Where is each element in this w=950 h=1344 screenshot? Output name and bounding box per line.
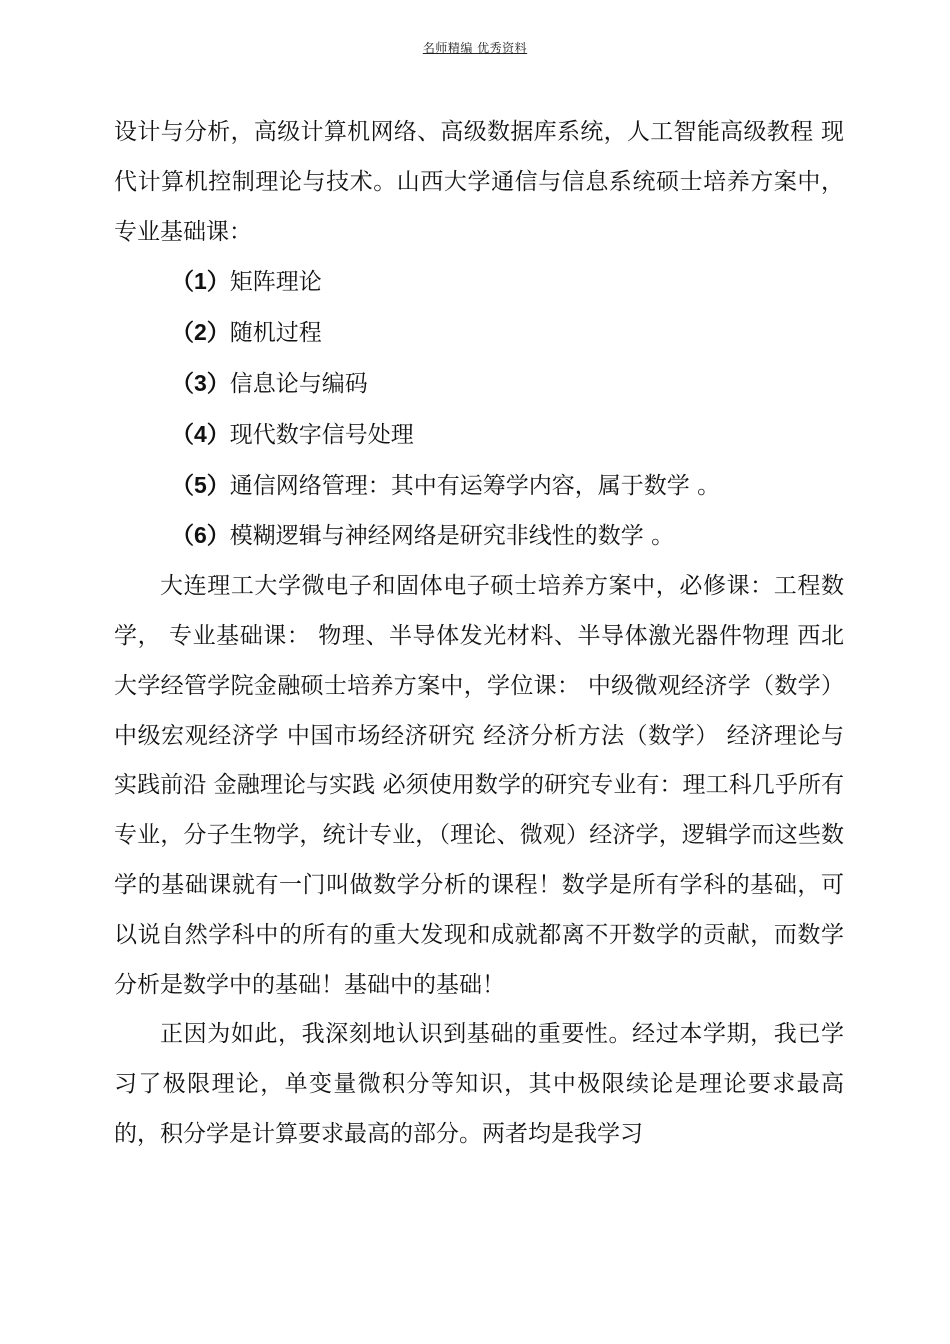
list-text: 矩阵理论	[229, 269, 322, 296]
list-number: （2）	[171, 319, 230, 346]
list-text: 模糊逻辑与神经网络是研究非线性的数学 。	[229, 523, 675, 550]
page-header: 名师精编 优秀资料	[422, 41, 528, 55]
list-number: （6）	[171, 522, 230, 549]
list-number: （4）	[171, 420, 230, 447]
list-number: （1）	[171, 268, 230, 295]
list-item	[114, 359, 844, 410]
list-item	[114, 308, 844, 359]
list-text: 信息论与编码	[229, 370, 368, 397]
document-body	[114, 108, 844, 1160]
paragraph-intro: 设计与分析，高级计算机网络、高级数据库系统，人工智能高级教程 现代计算机控制理论与技术。山西大学通信与信息系统硕士培养方案中，专业基础课：	[114, 119, 844, 245]
list-item	[114, 461, 844, 512]
list-item	[114, 511, 844, 562]
list-number: （5）	[171, 471, 230, 498]
list-text: 随机过程	[229, 320, 322, 347]
list-number: （3）	[171, 369, 230, 396]
list-text: 现代数字信号处理	[229, 421, 414, 448]
course-list	[114, 257, 844, 562]
paragraph-conclusion: 正因为如此，我深刻地认识到基础的重要性。经过本学期，我已学习了极限理论，单变量微积分等知识，其中极限续论是理论要求最高的，积分学是计算要求最高的部分。两者均是我学习	[114, 1021, 844, 1147]
list-item	[114, 257, 844, 308]
list-text: 通信网络管理：其中有运筹学内容，属于数学 。	[229, 472, 721, 499]
list-item	[114, 410, 844, 461]
paragraph-programs: 大连理工大学微电子和固体电子硕士培养方案中，必修课：工程数学， 专业基础课： 物理、半导体发光材料、半导体激光器件物理 西北大学经管学院金融硕士培养方案中，学位课： 中级微观经济学（数学） 中级宏观经济学 中国市场经济研究 经济分析方法（数学） 经济理论与实践前沿 金融理论与实践 必须使用数学的研究专业有：理工科几乎所有专业，分子生物学，统计专业，（理论、微观）经济学，逻辑学而这些数学的基础课就有一门叫做数学分析的课程！数学是所有学科的基础，可以说自然学科中的所有的重大发现和成就都离不开数学的贡献，而数学分析是数学中的基础！基础中的基础！	[114, 573, 844, 998]
